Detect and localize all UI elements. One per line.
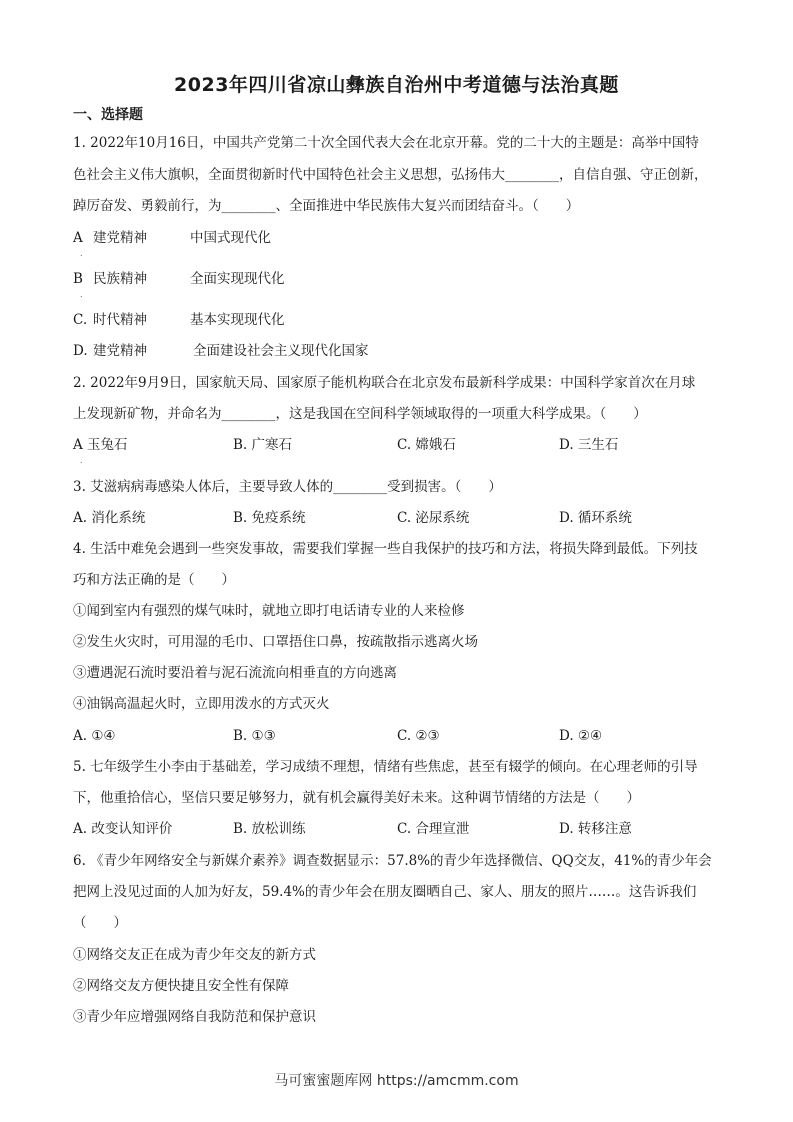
q2-option-a-dot: . (80, 456, 83, 465)
q4-statement-2: ②发生火灾时，可用湿的毛巾、口罩捂住口鼻，按疏散指示逃离火场 (73, 634, 478, 650)
q5-option-d: D. 转移注意 (559, 821, 632, 837)
footer-source-link[interactable]: 马可蜜蜜题库网 https://amcmm.com (274, 1073, 519, 1089)
q4-statement-3: ③遭遇泥石流时要沿着与泥石流流向相垂直的方向逃离 (73, 665, 397, 681)
q3-option-d: D. 循环系统 (559, 510, 632, 526)
q4-option-b: B. ①③ (233, 728, 276, 744)
q1-line-3: 踔厉奋发、勇毅前行，为________、全面推进中华民族伟大复兴而团结奋斗。（ ） (73, 198, 580, 214)
q1-option-a-dot: . (80, 249, 83, 258)
q2-option-c: C. 嫦娥石 (397, 437, 456, 453)
q5-option-b: B. 放松训练 (233, 821, 306, 837)
q1-option-a-first: 建党精神 (93, 230, 147, 246)
q1-option-d-first: 建党精神 (93, 343, 147, 359)
q1-option-b-letter: B (73, 271, 83, 287)
q2-option-b: B. 广寒石 (233, 437, 293, 453)
q1-option-b-first: 民族精神 (93, 271, 147, 287)
q1-option-c-first: 时代精神 (93, 312, 147, 328)
q6-statement-2: ②网络交友方便快捷且安全性有保障 (73, 978, 289, 994)
q6-line-1: 6. 《青少年网络安全与新媒介素养》调查数据显示：57.8%的青少年选择微信、QQ交友，41%的青少年会 (73, 853, 712, 869)
q1-line-1: 1. 2022年10月16日，中国共产党第二十次全国代表大会在北京开幕。党的二十大的主题是：高举中国特 (73, 135, 699, 151)
q3-option-a: A. 消化系统 (73, 510, 146, 526)
q2-line-2: 上发现新矿物，并命名为________，这是我国在空间科学领域取得的一项重大科学成果。（ ） (73, 406, 647, 422)
q6-line-3: （ ） (73, 915, 127, 931)
q5-option-c: C. 合理宣泄 (397, 821, 470, 837)
q2-option-d: D. 三生石 (559, 437, 619, 453)
q5-option-a: A. 改变认知评价 (73, 821, 173, 837)
q6-statement-3: ③青少年应增强网络自我防范和保护意识 (73, 1009, 316, 1025)
q2-option-a: A 玉兔石 (73, 437, 128, 453)
page-title: 2023年四川省凉山彝族自治州中考道德与法治真题 (174, 74, 619, 96)
q4-line-2: 巧和方法正确的是（ ） (73, 572, 235, 588)
q3-option-c: C. 泌尿系统 (397, 510, 470, 526)
q1-option-c-letter: C. (73, 312, 88, 328)
q5-line-1: 5. 七年级学生小李由于基础差，学习成绩不理想，情绪有些焦虑，甚至有辍学的倾向。在心理老师的引导 (73, 759, 698, 775)
q1-option-b-dot: . (80, 290, 83, 299)
section-heading: 一、选择题 (73, 107, 143, 123)
q6-statement-1: ①网络交友正在成为青少年交友的新方式 (73, 947, 316, 963)
q3-line-1: 3. 艾滋病病毒感染人体后，主要导致人体的________受到损害。（ ） (73, 479, 502, 495)
q1-option-b-second: 全面实现现代化 (190, 271, 285, 287)
q4-option-a: A. ①④ (73, 728, 116, 744)
q1-line-2: 色社会主义伟大旗帜，全面贯彻新时代中国特色社会主义思想，弘扬伟大________，自信自强、守正创新， (73, 167, 708, 183)
q1-option-d-letter: D. (73, 343, 88, 359)
q4-statement-4: ④油锅高温起火时，立即用泼水的方式灭火 (73, 696, 330, 712)
q4-line-1: 4. 生活中难免会遇到一些突发事故，需要我们掌握一些自我保护的技巧和方法，将损失降到最低。下列技 (73, 541, 698, 557)
q4-statement-1: ①闻到室内有强烈的煤气味时，就地立即打电话请专业的人来检修 (73, 603, 465, 619)
q1-option-a-letter: A (73, 230, 83, 246)
q1-option-d-second: 全面建设社会主义现代化国家 (193, 343, 369, 359)
q5-line-2: 下，他重拾信心，坚信只要足够努力，就有机会赢得美好未来。这种调节情绪的方法是（ ） (73, 790, 640, 806)
q4-option-c: C. ②③ (397, 728, 440, 744)
q2-line-1: 2. 2022年9月9日，国家航天局、国家原子能机构联合在北京发布最新科学成果：中国科学家首次在月球 (73, 375, 696, 391)
q4-option-d: D. ②④ (559, 728, 603, 744)
q1-option-c-second: 基本实现现代化 (190, 312, 285, 328)
q1-option-a-second: 中国式现代化 (190, 230, 271, 246)
q3-option-b: B. 免疫系统 (233, 510, 306, 526)
q6-line-2: 把网上没见过面的人加为好友，59.4%的青少年会在朋友圈晒自己、家人、朋友的照片……。这告诉我们 (73, 884, 697, 900)
